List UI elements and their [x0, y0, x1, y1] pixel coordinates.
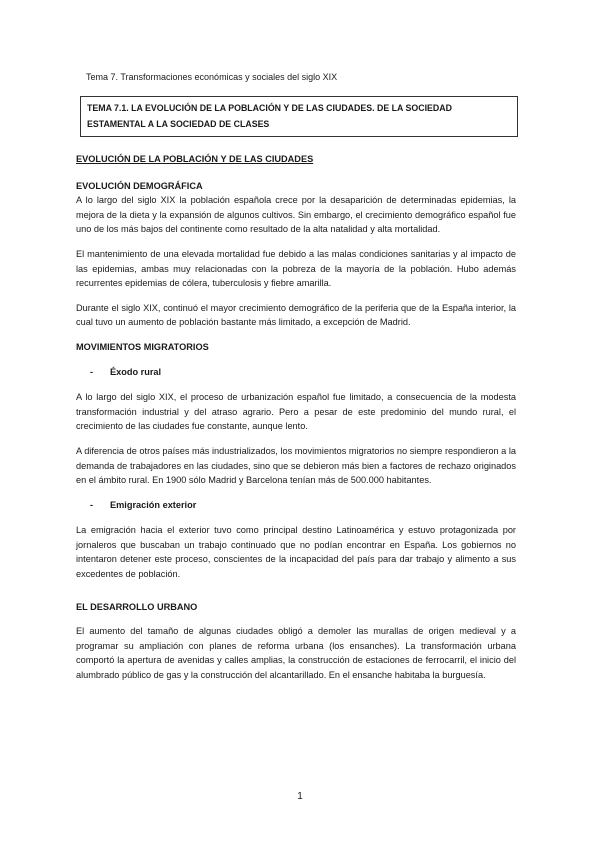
heading-urbano: EL DESARROLLO URBANO	[76, 601, 198, 612]
paragraph-urbano-1: El aumento del tamaño de algunas ciudades obligó a demoler las murallas de origen medieval y a programar su ampliación con planes de reforma urbana (los ensanches). La transformación urbana comportó la apertura de avenidas y calles amplias, la construcción de estaciones de ferrocarril, el inicio del alumbrado público de gas y la construcción del alcantarillado. En el ensanche habitaba la burguesía.	[76, 626, 516, 681]
document-header: Tema 7. Transformaciones económicas y sociales del siglo XIX	[86, 72, 338, 82]
bullet-dash: -	[90, 366, 94, 377]
topic-title-line-2: ESTAMENTAL A LA SOCIEDAD DE CLASES	[87, 119, 270, 129]
heading-migratorios: MOVIMIENTOS MIGRATORIOS	[76, 341, 209, 352]
paragraph-migratorios-2: A diferencia de otros países más industrializados, los movimientos migratorios no siempre respondieron a la demanda de trabajadores en las ciudades, sino que se debieron más bien a factores de rechazo originados en el ámbito rural. En 1900 sólo Madrid y Barcelona tenían más de 500.000 habitantes.	[76, 445, 516, 486]
bullet-exodo-rural	[76, 365, 516, 380]
paragraph-demografica-1: A lo largo del siglo XIX la población española crece por la desaparición de determinadas epidemias, la mejora de la dieta y la expansión de algunos cultivos. Sin embargo, el crecimiento demográfico español fue uno de los más bajos del continente como resultado de la alta natalidad y alta mortalidad.	[76, 195, 516, 235]
topic-title-line-1: TEMA 7.1. LA EVOLUCIÓN DE LA POBLACIÓN Y DE LAS CIUDADES. DE LA SOCIEDAD	[87, 103, 452, 113]
page-number: 1	[297, 791, 303, 802]
section-title: EVOLUCIÓN DE LA POBLACIÓN Y DE LAS CIUDADES	[76, 154, 314, 164]
paragraph-demografica-3: Durante el siglo XIX, continuó el mayor crecimiento demográfico de la periferia que de la España interior, la cual tuvo un aumento de población bastante más limitado, a excepción de Madrid.	[76, 302, 516, 328]
heading-demografica: EVOLUCIÓN DEMOGRÁFICA	[76, 180, 203, 191]
bullet-label: Éxodo rural	[110, 366, 162, 377]
paragraph-migratorios-3: La emigración hacia el exterior tuvo como principal destino Latinoamérica y estuvo protagonizada por jornaleros que buscaban un trabajo continuado que no podían encontrar en España. Los gobiernos no intentaron detener este proceso, conscientes de la incapacidad del país para dar trabajo y alimento a sus excedentes de población.	[76, 525, 516, 580]
paragraph-migratorios-1: A lo largo del siglo XIX, el proceso de urbanización español fue limitado, a consecuencia de la modesta transformación industrial y del atraso agrario. Pero a pesar de este predominio del mundo rural, el crecimiento de las ciudades fue constante, aunque lento.	[76, 392, 516, 432]
paragraph-demografica-2: El mantenimiento de una elevada mortalidad fue debido a las malas condiciones sanitarias y al impacto de las epidemias, ambas muy relacionadas con la pobreza de la mayoría de la población. Hubo además recurrentes epidemias de cólera, tuberculosis y fiebre amarilla.	[76, 248, 516, 289]
bullet-dash: -	[90, 499, 94, 510]
bullet-label: Emigración exterior	[110, 499, 197, 510]
bullet-emigracion-exterior	[76, 498, 516, 513]
document-body	[76, 152, 516, 693]
topic-title-box	[80, 96, 518, 137]
